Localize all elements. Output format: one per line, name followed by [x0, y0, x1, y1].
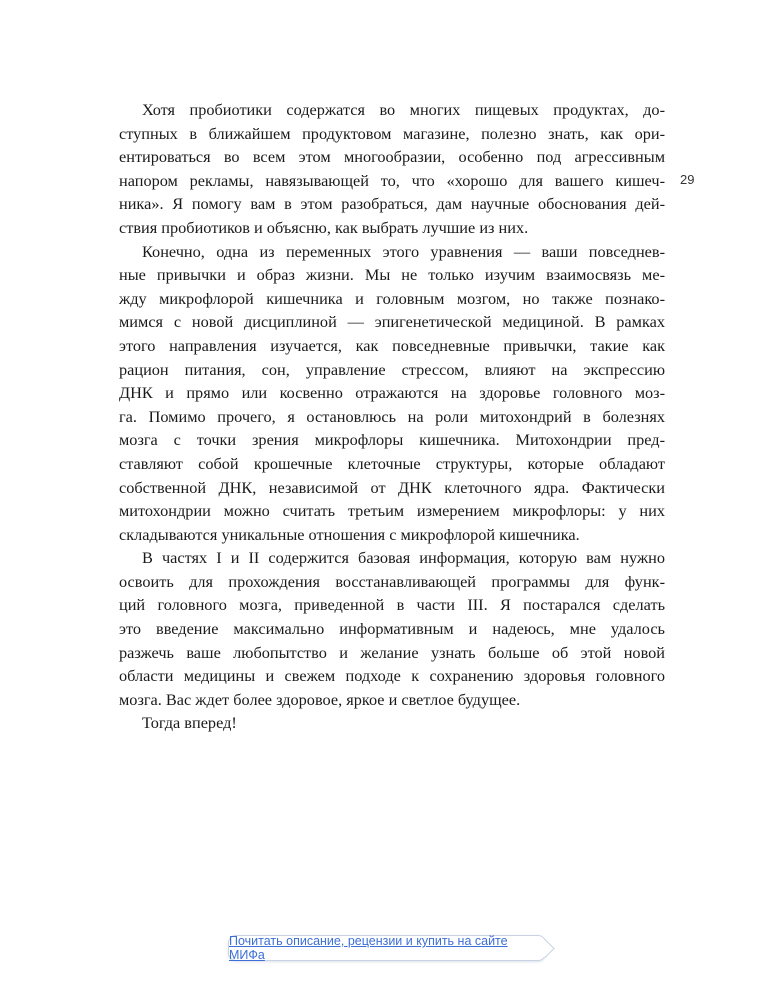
text-line: ника». Я помогу вам в этом разобраться, дам научные обоснования дей-	[119, 194, 665, 214]
text-line: рацион питания, сон, управление стрессом, влияют на экспрессию	[119, 359, 665, 379]
text-line: складываются уникальные отношения с микрофлорой кишечника.	[119, 524, 580, 544]
body-text	[119, 98, 665, 735]
text-line: освоить для прохождения восстанавливающей программы для функ-	[119, 571, 665, 591]
buy-on-mif-link[interactable]: Почитать описание, рецензии и купить на сайте МИФа	[228, 935, 546, 961]
text-line: области медицины и свежем подходе к сохранению здоровья головного	[119, 666, 665, 686]
text-line: мозга с точки зрения микрофлоры кишечника. Митохондрии пред-	[119, 430, 665, 450]
text-line: Тогда вперед!	[142, 713, 237, 733]
text-line: ций головного мозга, приведенной в части III. Я постарался сделать	[119, 595, 665, 615]
text-line: митохондрии можно считать третьим измерением микрофлоры: у них	[119, 501, 665, 521]
text-line: жду микрофлорой кишечника и головным мозгом, но также познако-	[119, 288, 665, 308]
page-number: 29	[680, 172, 695, 187]
text-line: ставляют собой крошечные клеточные структуры, которые обладают	[119, 453, 665, 473]
text-line: ДНК и прямо или косвенно отражаются на здоровье головного моз-	[119, 383, 665, 403]
text-line: га. Помимо прочего, я остановлюсь на роли митохондрий в болезнях	[119, 406, 665, 426]
text-line: мимся с новой дисциплиной — эпигенетической медициной. В рамках	[119, 312, 665, 332]
text-line: разжечь ваше любопытство и желание узнать больше об этой новой	[119, 642, 665, 662]
text-line: ствия пробиотиков и объясню, как выбрать лучшие из них.	[119, 217, 529, 237]
text-line: мозга. Вас ждет более здоровое, яркое и светлое будущее.	[119, 689, 521, 709]
text-line: это введение максимально информативным и надеюсь, мне удалось	[119, 619, 665, 639]
text-line: ступных в ближайшем продуктовом магазине, полезно знать, как ори-	[119, 123, 665, 143]
text-line: этого направления изучается, как повседневные привычки, такие как	[119, 335, 665, 355]
text-line: Конечно, одна из переменных этого уравнения — ваши повседнев-	[142, 241, 665, 261]
text-line: В частях I и II содержится базовая информация, которую вам нужно	[142, 548, 665, 568]
text-line: ентироваться во всем этом многообразии, особенно под агрессивным	[119, 147, 665, 167]
text-line: Хотя пробиотики содержатся во многих пищевых продуктах, до-	[142, 100, 665, 119]
text-line: собственной ДНК, независимой от ДНК клеточного ядра. Фактически	[119, 477, 665, 497]
text-line: ные привычки и образ жизни. Мы не только изучим взаимосвязь ме-	[119, 265, 665, 285]
text-line: напором рекламы, навязывающей то, что «хорошо для вашего кишеч-	[119, 170, 665, 190]
